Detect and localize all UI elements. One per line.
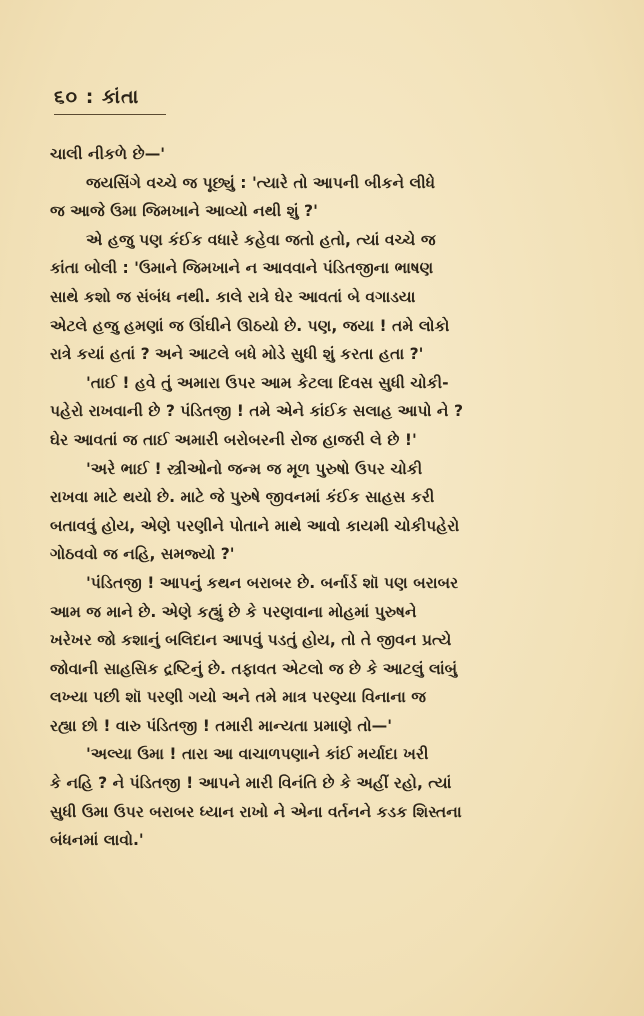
text-line: 'અરે ભાઈ ! સ્ત્રીઓનો જન્મ જ મૂળ પુરુષો ઉપર ચોકી xyxy=(86,459,423,478)
text-line: ઘેર આવતાં જ તાઈ અમારી બરોબરની રોજ હાજરી લે છે !' xyxy=(50,430,417,449)
body-text xyxy=(50,140,598,855)
text-line: એ હજુ પણ કંઈક વધારે કહેવા જતો હતો, ત્યાં વચ્ચે જ xyxy=(86,230,436,249)
running-header xyxy=(54,86,139,108)
text-line: બતાવવું હોય, એણે પરણીને પોતાને માથે આવો કાયમી ચોકીપહેરો xyxy=(50,516,460,535)
chapter-title: કાંતા xyxy=(101,86,140,108)
text-line: આમ જ માને છે. એણે કહ્યું છે કે પરણવાના મોહમાં પુરુષને xyxy=(50,602,417,621)
text-line: રાત્રે કયાં હતાં ? અને આટલે બધે મોડે સુધી શું કરતા હતા ?' xyxy=(50,345,424,364)
text-line: ચાલી નીકળે છે—' xyxy=(50,145,166,163)
header-separator: : xyxy=(85,86,95,108)
text-line: પહેરો રાખવાની છે ? પંડિતજી ! તમે એને કાંઈક સલાહ આપો ને ? xyxy=(50,402,464,421)
text-line: સાથે કશો જ સંબંધ નથી. કાલે રાત્રે ઘેર આવતાં બે વગાડયા xyxy=(50,287,416,306)
page-number: ૬૦ xyxy=(54,86,79,108)
text-line: બંધનમાં લાવો.' xyxy=(50,831,144,850)
text-line: ગોઠવવો જ નહિ, સમજ્યો ?' xyxy=(50,545,235,564)
text-line: કે નહિ ? ને પંડિતજી ! આપને મારી વિનંતિ છે કે અહીં રહો, ત્યાં xyxy=(50,774,452,793)
header-underline xyxy=(54,114,166,115)
text-line: જોવાની સાહસિક દ્રષ્ટિનું છે. તફાવત એટલો જ છે કે આટલું લાંબું xyxy=(50,659,458,678)
text-line: લખ્યા પછી શૉ પરણી ગયો અને તમે માત્ર પરણ્યા વિનાના જ xyxy=(50,688,426,707)
text-line: 'પંડિતજી ! આપનું કથન બરાબર છે. બર્નાર્ડ શૉ પણ બરાબર xyxy=(86,573,459,592)
text-line: જયસિંગે વચ્ચે જ પૂછ્યું : 'ત્યારે તો આપની બીકને લીધે xyxy=(86,173,436,192)
text-line: એટલે હજુ હમણાં જ ઊંઘીને ઊઠયો છે. પણ, જયા ! તમે લોકો xyxy=(50,316,450,335)
text-line: 'તાઈ ! હવે તું અમારા ઉપર આમ કેટલા દિવસ સુધી ચોકી- xyxy=(86,373,449,392)
text-line: 'અલ્યા ઉમા ! તારા આ વાચાળપણાને કાંઈ મર્યાદા ખરી xyxy=(86,745,429,764)
text-line: રાખવા માટે થયો છે. માટે જે પુરુષે જીવનમાં કંઈક સાહસ કરી xyxy=(50,488,435,507)
text-line: રહ્યા છો ! વારુ પંડિતજી ! તમારી માન્યતા પ્રમાણે તો—' xyxy=(50,716,393,735)
text-line: કાંતા બોલી : 'ઉમાને જિમખાને ન આવવાને પંડિતજીના ભાષણ xyxy=(50,259,434,278)
text-line: સુધી ઉમા ઉપર બરાબર ધ્યાન રાખો ને એના વર્તનને કડક શિસ્તના xyxy=(50,802,462,821)
text-line: ખરેખર જો કશાનું બલિદાન આપવું પડતું હોય, તો તે જીવન પ્રત્યે xyxy=(50,631,452,650)
text-line: જ આજે ઉમા જિમખાને આવ્યો નથી શું ?' xyxy=(50,202,318,221)
